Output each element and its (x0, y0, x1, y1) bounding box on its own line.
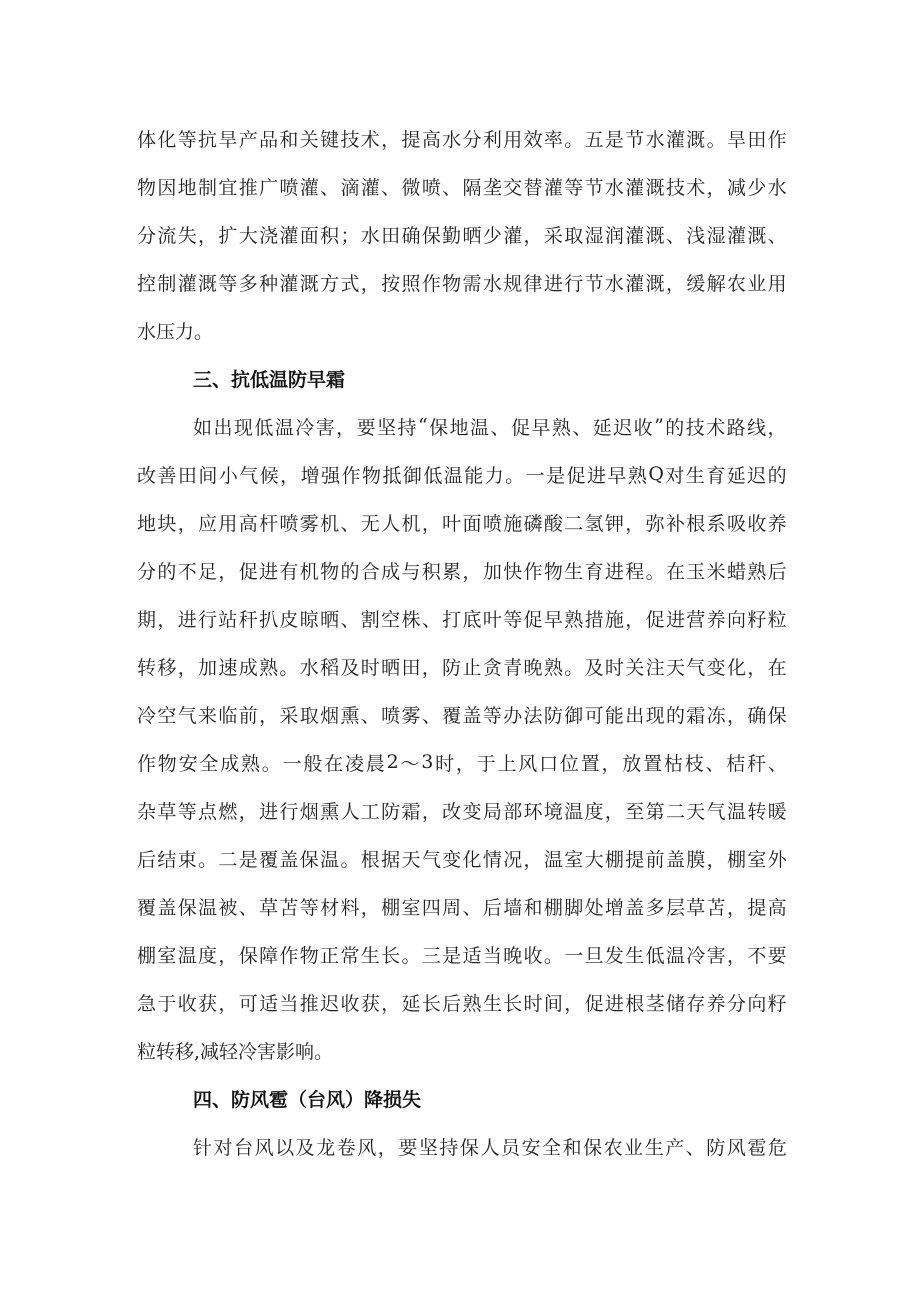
paragraph-line: 棚 室 温 度 ， 保 障 作 物 正 常 生 长 。 三 是 适 当 晚 收 。 一 旦 发 生 低 温 冷 害 ， 不 要 (137, 944, 787, 967)
paragraph-line: 急 于 收 获 ， 可 适 当 推 迟 收 获 ， 延 长 后 熟 生 长 时 间 ， 促 进 根 茎 储 存 养 分 向 籽 (137, 992, 787, 1015)
paragraph-line: 分 流 失 ， 扩 大 浇 灌 面 积 ； 水 田 确 保 勤 晒 少 灌 ， 采 取 湿 润 灌 溉 、 浅 湿 灌 溉 、 (137, 224, 787, 247)
paragraph-line: 针 对 台 风 以 及 龙 卷 风 ， 要 坚 持 保 人 员 安 全 和 保 农 业 生 产 、 防 风 雹 危 (193, 1136, 787, 1159)
paragraph-line: 粒转移,减轻冷害影响。 (137, 1040, 334, 1063)
paragraph-line: 水压力。 (137, 320, 214, 343)
paragraph-line: 物 因 地 制 宜 推 广 喷 灌 、 滴 灌 、 微 喷 、 隔 垄 交 替 灌 等 节 水 灌 溉 技 术 ， 减 少 水 (137, 176, 787, 199)
paragraph-line: 体 化 等 抗 旱 产 品 和 关 键 技 术 ， 提 高 水 分 利 用 效 率 。 五 是 节 水 灌 溉 。 旱 田 作 (137, 128, 787, 151)
paragraph-line: 控 制 灌 溉 等 多 种 灌 溉 方 式 ， 按 照 作 物 需 水 规 律 进 行 节 水 灌 溉 ， 缓 解 农 业 用 (137, 272, 787, 295)
paragraph-line: 地 块 ， 应 用 高 杆 喷 雾 机 、 无 人 机 ， 叶 面 喷 施 磷 酸 二 氢 钾 ， 弥 补 根 系 吸 收 养 (137, 512, 787, 535)
paragraph-line: 后 结 束 。 二 是 覆 盖 保 温 。 根 据 天 气 变 化 情 况 ， 温 室 大 棚 提 前 盖 膜 ， 棚 室 外 (137, 848, 787, 871)
paragraph-line: 分 的 不 足 ， 促 进 有 机 物 的 合 成 与 积 累 ， 加 快 作 物 生 育 进 程 。 在 玉 米 蜡 熟 后 (137, 560, 787, 583)
paragraph-line: 转 移 ， 加 速 成 熟 。 水 稻 及 时 晒 田 ， 防 止 贪 青 晚 熟 。 及 时 关 注 天 气 变 化 ， 在 (137, 656, 787, 679)
section-heading: 三、抗低温防早霜 (193, 368, 346, 391)
paragraph-line: 作 物 安 全 成 熟 。 一 般 在 凌 晨 2 〜 3 时 ， 于 上 风 口 位 置 ， 放 置 枯 枝 、 桔 秆 、 (137, 751, 787, 775)
paragraph-line: 覆 盖 保 温 被 、 草 苫 等 材 料 ， 棚 室 四 周 、 后 墙 和 棚 脚 处 增 盖 多 层 草 苫 ， 提 高 (137, 896, 787, 919)
paragraph-line: 改 善 田 间 小 气 候 ， 增 强 作 物 抵 御 低 温 能 力 。 一 是 促 进 早 熟 Q 对 生 育 延 迟 的 (137, 463, 787, 487)
paragraph-line: 期 ， 进 行 站 秆 扒 皮 晾 晒 、 割 空 株 、 打 底 叶 等 促 早 熟 措 施 ， 促 进 营 养 向 籽 粒 (137, 608, 787, 631)
paragraph-line: 如 出 现 低 温 冷 害 ， 要 坚 持 “ 保 地 温 、 促 早 熟 、 延 迟 收 ” 的 技 术 路 线 ， (193, 415, 787, 439)
section-heading: 四、防风雹（台风）降损失 (193, 1088, 422, 1111)
paragraph-line: 杂 草 等 点 燃 ， 进 行 烟 熏 人 工 防 霜 ， 改 变 局 部 环 境 温 度 ， 至 第 二 天 气 温 转 暖 (137, 800, 787, 823)
paragraph-line: 冷 空 气 来 临 前 ， 采 取 烟 熏 、 喷 雾 、 覆 盖 等 办 法 防 御 可 能 出 现 的 霜 冻 ， 确 保 (137, 704, 787, 727)
